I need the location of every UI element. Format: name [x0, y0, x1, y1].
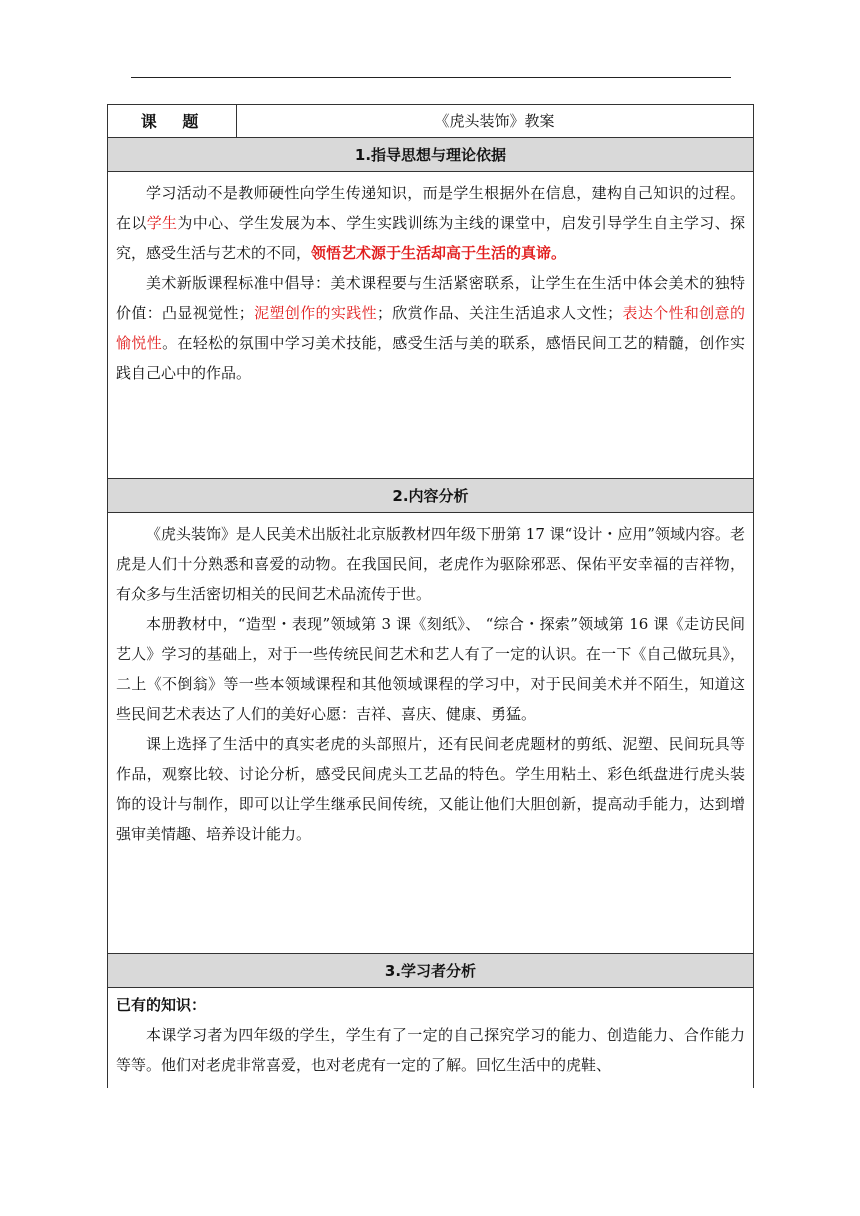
- topic-value: 《虎头装饰》教案: [434, 112, 555, 130]
- paragraph: 美术新版课程标准中倡导：美术课程要与生活紧密联系，让学生在生活中体会美术的独特价值：凸显视觉性；泥塑创作的实践性；欣赏作品、关注生活追求人文性；表达个性和创意的愉悦性。在轻松的氛围中学习美术技能，感受生活与美的联系，感悟民间工艺的精髓，创作实践自己心中的作品。: [116, 274, 745, 382]
- section-body-content-analysis: [108, 513, 753, 954]
- paragraph: 本册教材中，“造型・表现”领域第 3 课《刻纸》、 “综合・探索”领域第 16 课《走访民间艺人》学习的基础上，对于一些传统民间艺术和艺人有了一定的认识。在一下《自己做玩具》，二上《不倒翁》等一些本领域课程和其他领域课程的学习中，对于民间美术并不陌生，知道这些民间艺术表达了人们的美好心愿：吉祥、喜庆、健康、勇猛。: [116, 615, 745, 723]
- highlight-bold-text: 领悟艺术源于生活却高于生活的真谛。: [311, 244, 567, 262]
- highlight-text: 学生: [146, 214, 178, 232]
- highlight-text: 泥塑创作的实践性: [253, 304, 377, 322]
- section-heading-guiding-ideology: 1.指导思想与理论依据: [108, 138, 753, 172]
- topic-label: 课 题: [108, 105, 237, 138]
- lesson-plan-table: [107, 104, 754, 1088]
- section-heading-content-analysis: 2.内容分析: [108, 479, 753, 513]
- highlight-text: 表达个性和创意的愉悦性: [116, 304, 745, 352]
- paragraph: 课上选择了生活中的真实老虎的头部照片，还有民间老虎题材的剪纸、泥塑、民间玩具等作品，观察比较、讨论分析，感受民间虎头工艺品的特色。学生用粘土、彩色纸盘进行虎头装饰的设计与制作，即可以让学生继承民间传统，又能让他们大胆创新，提高动手能力，达到增强审美情趣、培养设计能力。: [116, 735, 745, 843]
- section-body-guiding-ideology: [108, 172, 753, 479]
- existing-knowledge-label: 已有的知识：: [116, 996, 207, 1014]
- page-header-rule: [131, 77, 731, 78]
- section-body-learner-analysis: [108, 988, 753, 1089]
- paragraph: 《虎头装饰》是人民美术出版社北京版教材四年级下册第 17 课“设计・应用”领域内容。老虎是人们十分熟悉和喜爱的动物。在我国民间，老虎作为驱除邪恶、保佑平安幸福的吉祥物，有众多与生活密切相关的民间艺术品流传于世。: [116, 525, 745, 603]
- section-heading-learner-analysis: 3.学习者分析: [108, 954, 753, 988]
- paragraph: 本课学习者为四年级的学生，学生有了一定的自己探究学习的能力、创造能力、合作能力等等。他们对老虎非常喜爱，也对老虎有一定的了解。回忆生活中的虎鞋、: [116, 1026, 745, 1074]
- paragraph: 学习活动不是教师硬性向学生传递知识，而是学生根据外在信息，建构自己知识的过程。在以学生为中心、学生发展为本、学生实践训练为主线的课堂中，启发引导学生自主学习、探究，感受生活与艺术的不同，领悟艺术源于生活却高于生活的真谛。: [116, 184, 745, 262]
- topic-row: [108, 105, 753, 138]
